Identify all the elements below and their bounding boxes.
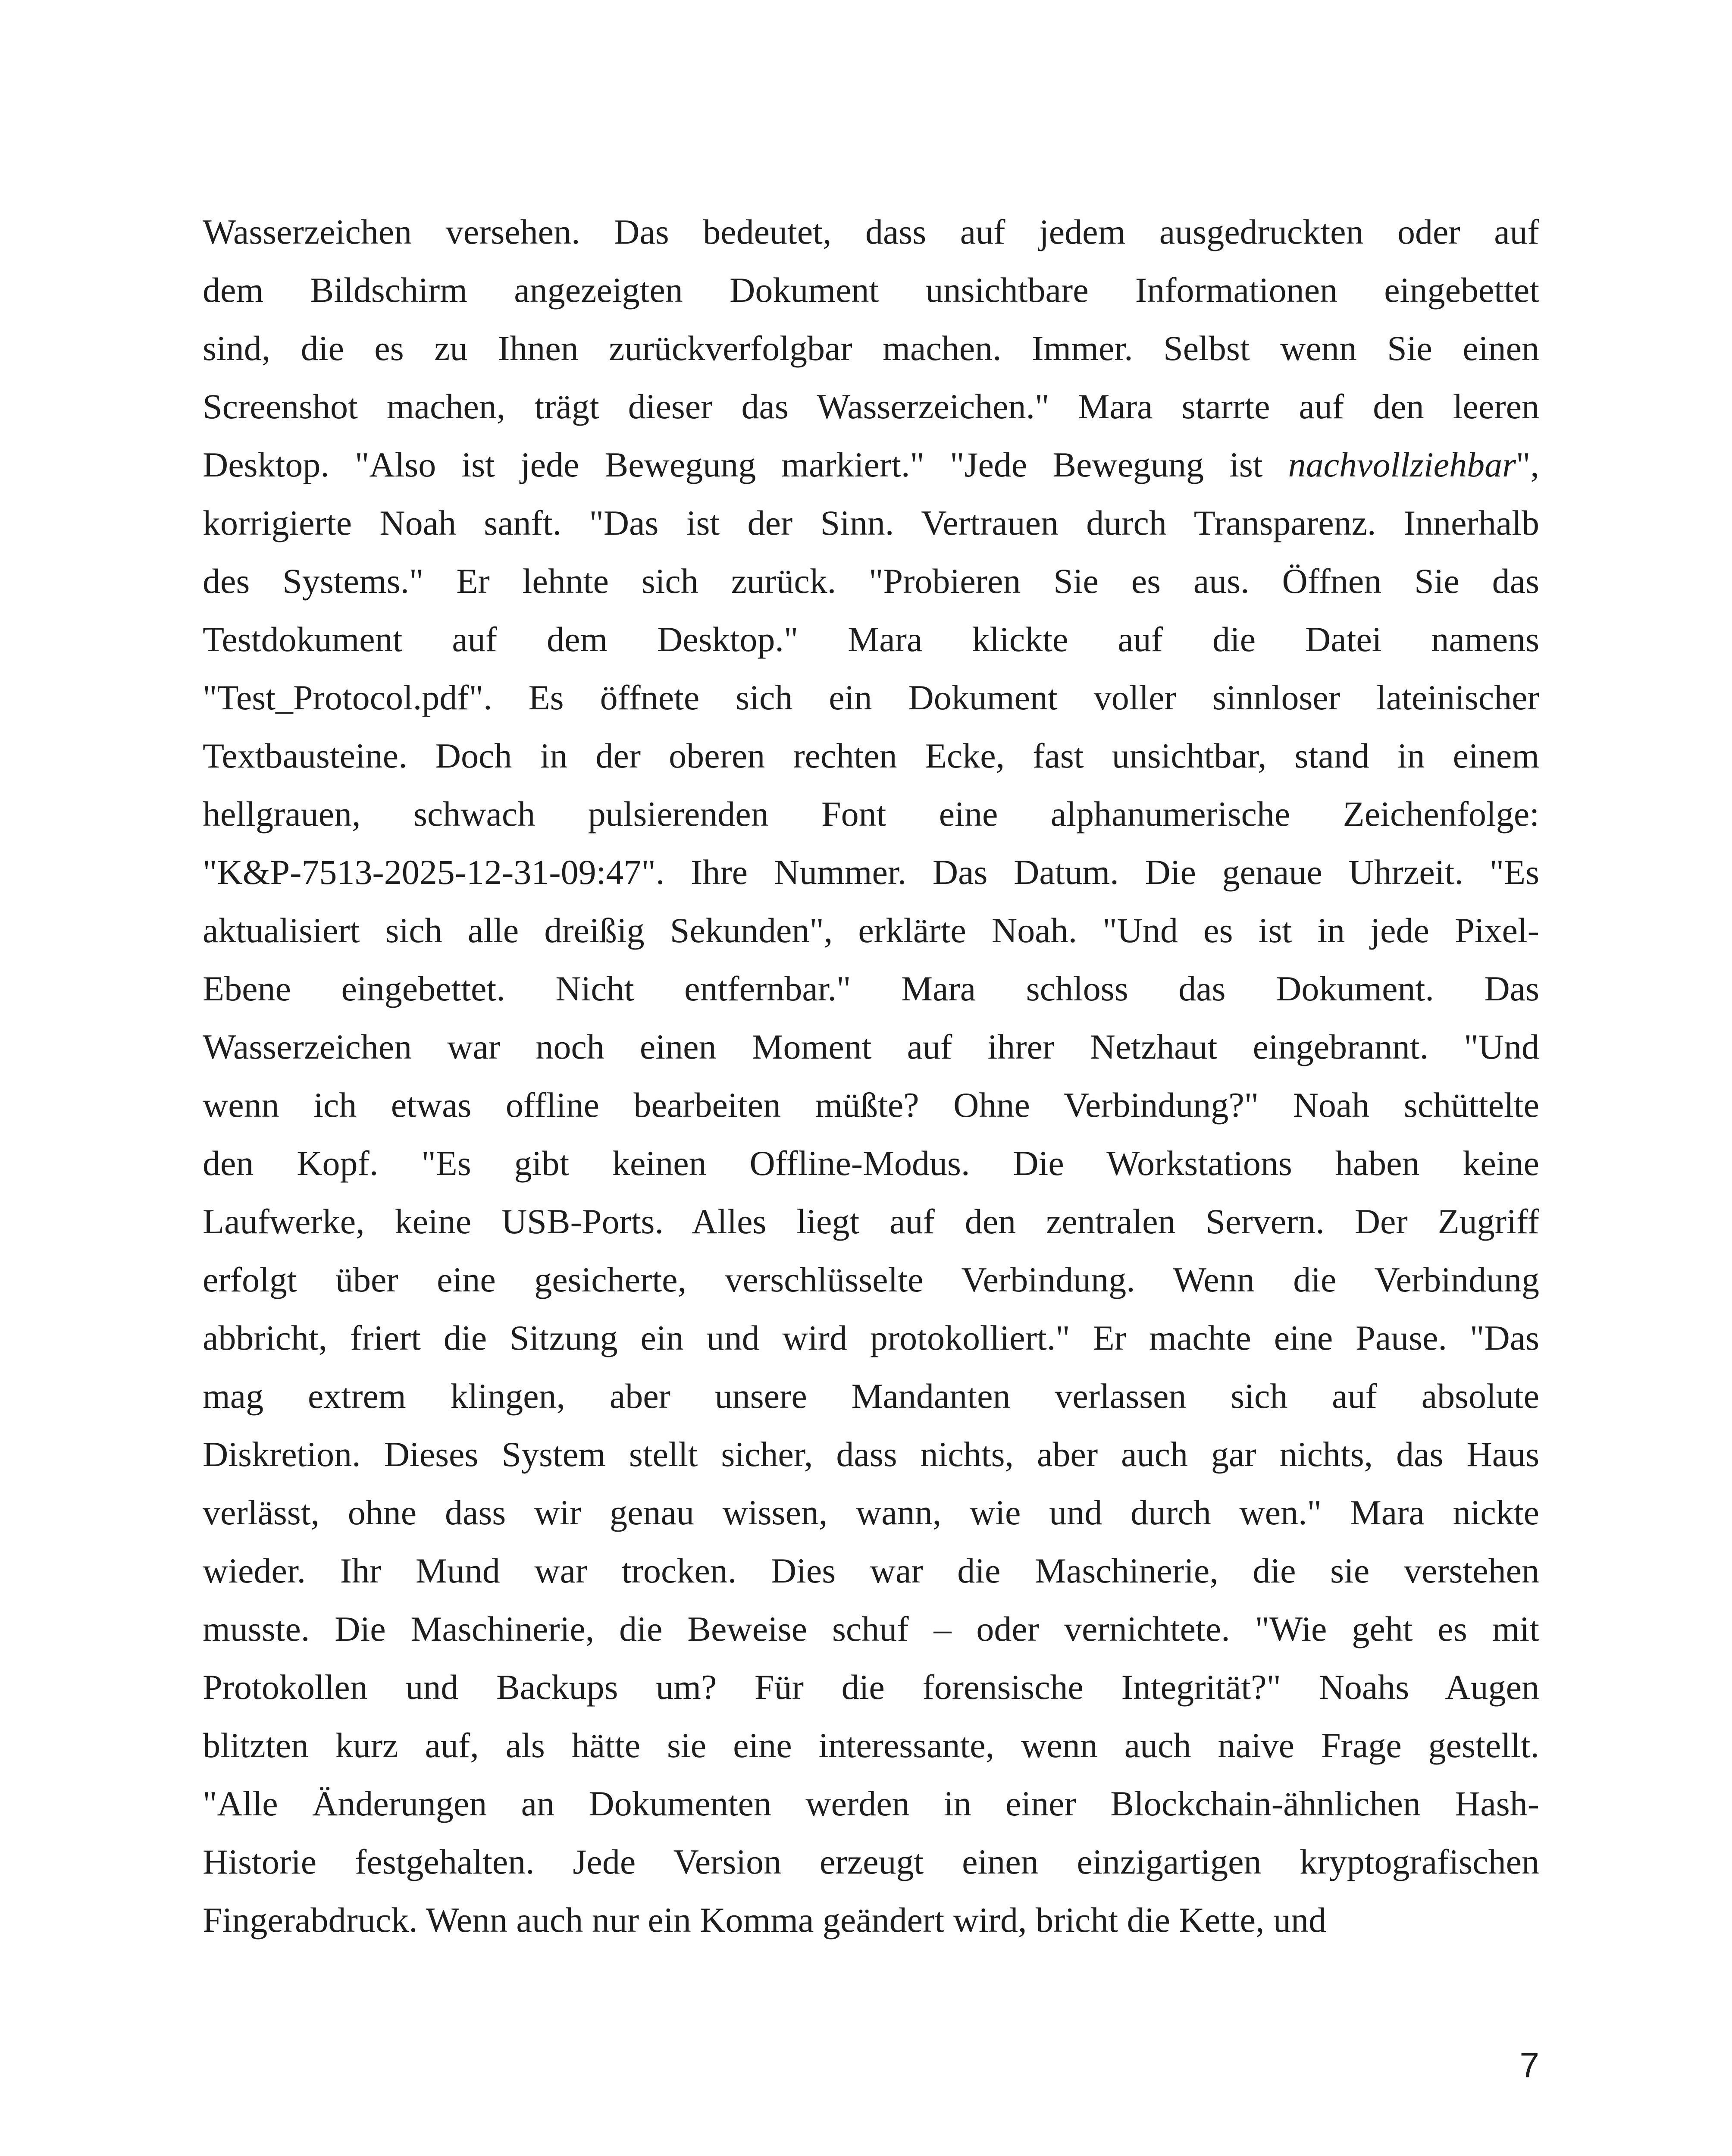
text-line-segment: ", [1516, 445, 1539, 484]
text-line: "K&P-7513-2025-12-31-09:47". Ihre Nummer. Das Datum. Die genaue Uhrzeit. "Es [203, 852, 1539, 892]
emphasized-word: nachvollziehbar [1288, 445, 1516, 484]
text-line: Wasserzeichen versehen. Das bedeutet, dass auf jedem ausgedruckten oder auf [203, 212, 1539, 251]
text-line: Laufwerke, keine USB-Ports. Alles liegt auf den zentralen Servern. Der Zugriff [203, 1202, 1539, 1241]
text-line: Wasserzeichen war noch einen Moment auf ihrer Netzhaut eingebrannt. "Und [203, 1027, 1539, 1066]
text-line: Fingerabdruck. Wenn auch nur ein Komma geändert wird, bricht die Kette, und [203, 1900, 1326, 1940]
text-line: Protokollen und Backups um? Für die forensische Integrität?" Noahs Augen [203, 1667, 1539, 1707]
text-line: abbricht, friert die Sitzung ein und wird protokolliert." Er machte eine Pause. "Das [203, 1318, 1539, 1357]
text-line: Historie festgehalten. Jede Version erzeugt einen einzigartigen kryptografischen [203, 1842, 1539, 1881]
text-line: verlässt, ohne dass wir genau wissen, wann, wie und durch wen." Mara nickte [203, 1493, 1539, 1532]
text-line: des Systems." Er lehnte sich zurück. "Probieren Sie es aus. Öffnen Sie das [203, 561, 1539, 601]
text-line: sind, die es zu Ihnen zurückverfolgbar machen. Immer. Selbst wenn Sie einen [203, 329, 1539, 368]
text-line: den Kopf. "Es gibt keinen Offline-Modus. Die Workstations haben keine [203, 1144, 1539, 1183]
text-line: blitzten kurz auf, als hätte sie eine interessante, wenn auch naive Frage gestellt. [203, 1726, 1539, 1765]
body-text [203, 203, 1539, 1949]
text-line: Testdokument auf dem Desktop." Mara klickte auf die Datei namens [203, 620, 1539, 659]
text-line: korrigierte Noah sanft. "Das ist der Sinn. Vertrauen durch Transparenz. Innerhalb [203, 503, 1539, 542]
text-line: wieder. Ihr Mund war trocken. Dies war die Maschinerie, die sie verstehen [203, 1551, 1539, 1590]
text-line: aktualisiert sich alle dreißig Sekunden", erklärte Noah. "Und es ist in jede Pixel- [203, 911, 1539, 950]
text-line-segment: Desktop. "Also ist jede Bewegung markiert." "Jede Bewegung ist [203, 445, 1288, 484]
text-line: musste. Die Maschinerie, die Beweise schuf – oder vernichtete. "Wie geht es mit [203, 1609, 1539, 1648]
text-line: wenn ich etwas offline bearbeiten müßte? Ohne Verbindung?" Noah schüttelte [203, 1085, 1539, 1125]
text-line: erfolgt über eine gesicherte, verschlüsselte Verbindung. Wenn die Verbindung [203, 1260, 1539, 1299]
text-line: Diskretion. Dieses System stellt sicher, dass nichts, aber auch gar nichts, das Haus [203, 1435, 1539, 1474]
text-line: Textbausteine. Doch in der oberen rechten Ecke, fast unsichtbar, stand in einem [203, 736, 1539, 775]
text-line: dem Bildschirm angezeigten Dokument unsichtbare Informationen eingebettet [203, 270, 1539, 310]
text-line: Screenshot machen, trägt dieser das Wasserzeichen." Mara starrte auf den leeren [203, 387, 1539, 426]
text-line: mag extrem klingen, aber unsere Mandanten verlassen sich auf absolute [203, 1376, 1539, 1416]
page-number: 7 [1519, 2046, 1539, 2085]
text-line: Ebene eingebettet. Nicht entfernbar." Mara schloss das Dokument. Das [203, 969, 1539, 1008]
text-line: "Test_Protocol.pdf". Es öffnete sich ein Dokument voller sinnloser lateinischer [203, 678, 1539, 717]
text-line: hellgrauen, schwach pulsierenden Font eine alphanumerische Zeichenfolge: [203, 794, 1539, 834]
text-line: "Alle Änderungen an Dokumenten werden in einer Blockchain-ähnlichen Hash- [203, 1784, 1539, 1823]
text-line [203, 436, 1539, 494]
